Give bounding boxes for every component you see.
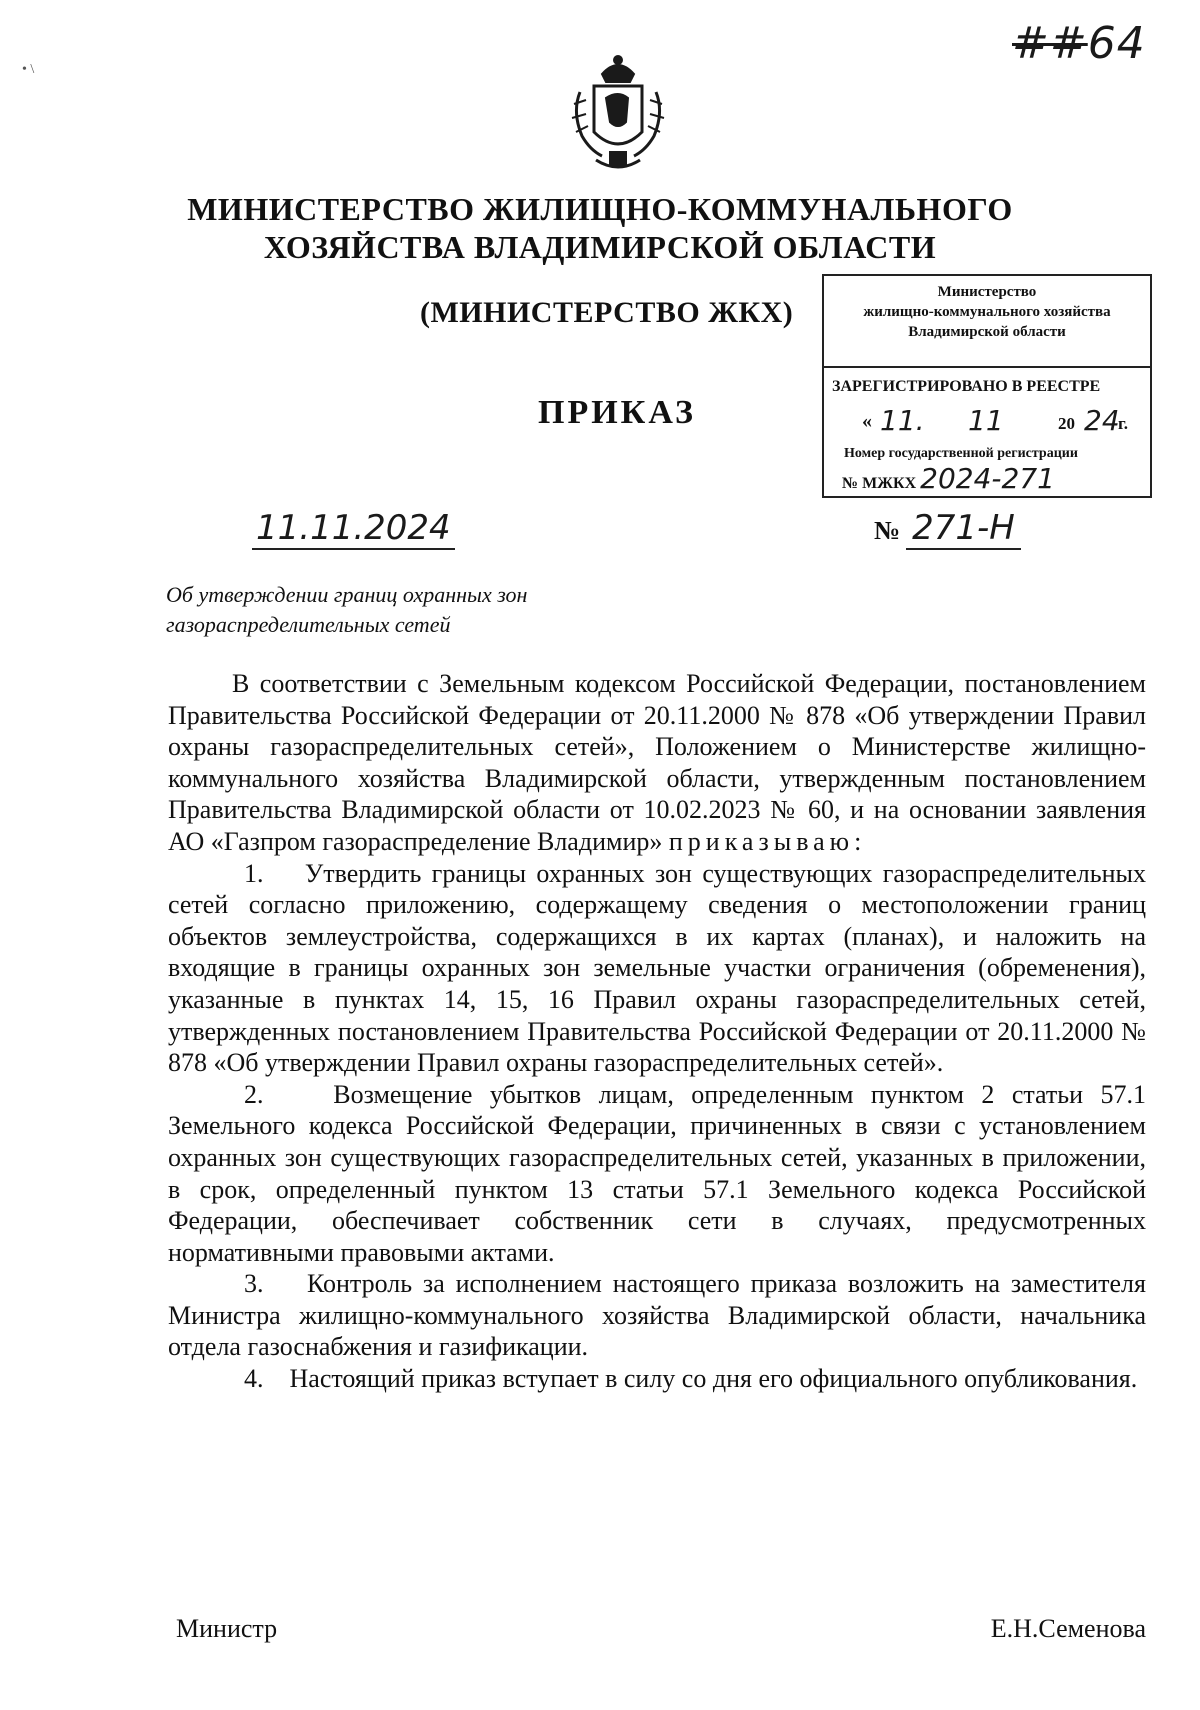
ministry-title-line-1: МИНИСТЕРСТВО ЖИЛИЩНО-КОММУНАЛЬНОГО xyxy=(187,191,1013,227)
ministry-title xyxy=(150,190,1050,266)
stamp-date-year: 24 xyxy=(1084,404,1120,437)
order-date: 11.11.2024 xyxy=(252,508,455,550)
stamp-reg-number xyxy=(842,462,1055,495)
body-item-3: 3. Контроль за исполнением настоящего приказа возложить на заместителя Министра жилищно-коммунального хозяйства Владимирской области, начальника отдела газоснабжения и газификации. xyxy=(168,1269,1146,1362)
stamp-reg-number-label: Номер государственной регистрации xyxy=(844,446,1078,461)
order-body xyxy=(168,668,1146,1395)
stamp-organization xyxy=(824,282,1150,342)
decree-word: приказываю: xyxy=(668,826,867,856)
document-type-title: ПРИКАЗ xyxy=(538,394,696,431)
stamp-reg-number-value: 2024-271 xyxy=(920,462,1055,495)
subject-line-1: Об утверждении границ охранных зон xyxy=(166,582,528,607)
stamp-org-line-2: жилищно-коммунального хозяйства xyxy=(863,304,1111,320)
stamp-date-quote: « xyxy=(862,410,872,432)
subject-line-2: газораспределительных сетей xyxy=(166,612,451,637)
order-number-label: № xyxy=(874,516,901,545)
registration-stamp xyxy=(822,274,1152,498)
stamp-date-century: 20 xyxy=(1058,414,1075,433)
handwritten-corner-number xyxy=(1012,18,1146,69)
body-item-4: 4. Настоящий приказ вступает в силу со дня его официального опубликования. xyxy=(244,1364,1138,1394)
signatory-title: Министр xyxy=(176,1614,278,1643)
body-intro-paragraph xyxy=(168,668,1146,858)
signatory-name: Е.Н.Семенова xyxy=(990,1614,1146,1643)
order-number-value: 271-Н xyxy=(906,508,1021,550)
body-item-2: 2. Возмещение убытков лицам, определенным пунктом 2 статьи 57.1 Земельного кодекса Российской Федерации, причиненных в связи с установлением охранных зон существующих газораспределительных сетей, указанных в приложении, в срок, определенный пунктом 13 статьи 57.1 Земельного кодекса Российской Федерации, обеспечивает собственник сети в случаях, предусмотренных нормативными правовыми актами. xyxy=(168,1079,1146,1267)
order-subject xyxy=(166,580,527,640)
stamp-registration-date xyxy=(858,404,1128,438)
corner-number-value: 64 xyxy=(1087,18,1146,69)
struck-mark: ## xyxy=(1012,18,1088,69)
ministry-short-name: (МИНИСТЕРСТВО ЖКХ) xyxy=(420,296,794,329)
stamp-registered-label: ЗАРЕГИСТРИРОВАНО В РЕЕСТРЕ xyxy=(832,378,1101,395)
body-item-1: 1. Утвердить границы охранных зон существующих газораспределительных сетей согласно приложению, содержащему сведения о местоположении границ объектов землеустройства, содержащихся в их картах (планах), и наложить на входящие в границы охранных зон земельные участки ограничения (обременения), указанные в пунктах 14, 15, 16 Правил охраны газораспределительных сетей, утвержденных постановлением Правительства Российской Федерации от 20.11.2000 № 878 «Об утверждении Правил охраны газораспределительных сетей». xyxy=(168,858,1146,1078)
stamp-date-day: 11. xyxy=(880,404,925,437)
stamp-date-suffix: г. xyxy=(1118,414,1129,433)
stamp-org-line-3: Владимирской области xyxy=(908,324,1066,340)
stray-mark: • \ xyxy=(22,62,35,77)
ministry-title-line-2: ХОЗЯЙСТВА ВЛАДИМИРСКОЙ ОБЛАСТИ xyxy=(263,229,937,265)
body-intro-text: В соответствии с Земельным кодексом Российской Федерации, постановлением Правительства Российской Федерации от 20.11.2000 № 878 «Об утверждении Правил охраны газораспределительных сетей», Положением о Министерстве жилищно-коммунального хозяйства Владимирской области, утвержденным постановлением Правительства Владимирской области от 10.02.2023 № 60, и на основании заявления АО «Газпром газораспределение Владимир» xyxy=(168,669,1146,856)
stamp-reg-number-prefix: № МЖКХ xyxy=(842,475,917,492)
stamp-divider xyxy=(824,366,1150,368)
stamp-date-month: 11 xyxy=(968,404,1004,437)
coat-of-arms-icon xyxy=(566,52,670,176)
stamp-org-line-1: Министерство xyxy=(937,284,1037,300)
order-number xyxy=(874,508,1021,548)
